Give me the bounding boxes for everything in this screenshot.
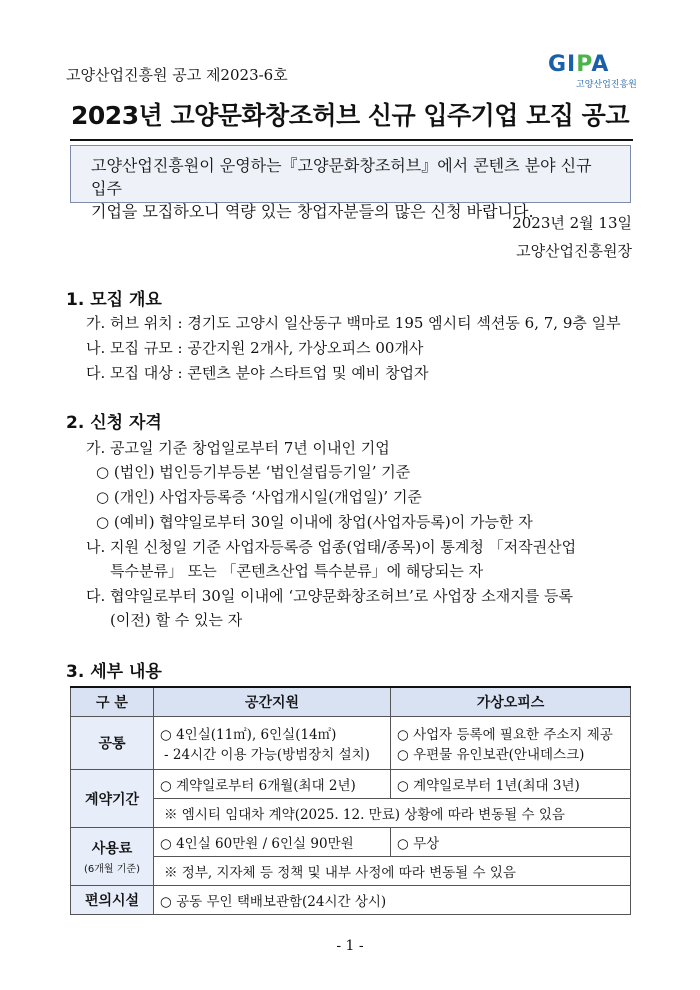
intro-box — [70, 145, 631, 221]
contract-virtual-cell: ○ 계약일로부터 1년(최대 3년) — [391, 770, 631, 799]
contract-note: ※ 엠시티 임대차 계약(2025. 12. 만료) 상황에 따라 변동될 수 있음 — [154, 799, 631, 828]
section-1-line: 나. 모집 규모 : 공간지원 2개사, 가상오피스 00개사 — [86, 339, 424, 357]
row-label-facility: 편의시설 — [71, 886, 154, 915]
section-2-line: ○ (개인) 사업자등록증 ‘사업개시일(개업일)’ 기준 — [96, 488, 422, 506]
table-row — [71, 828, 631, 857]
detail-table — [70, 686, 631, 915]
table-row — [71, 770, 631, 799]
section-2-title: 2. 신청 자격 — [66, 413, 162, 433]
cell-line: ○ 사업자 등록에 필요한 주소지 제공 — [397, 727, 613, 743]
table-header-category: 구 분 — [71, 687, 154, 717]
section-2-line: 나. 지원 신청일 기준 사업자등록증 업종(업태/종목)이 통계청 「저작권산업 — [86, 538, 577, 556]
table-row — [71, 857, 631, 886]
intro-line-1: 고양산업진흥원이 운영하는『고양문화창조허브』에서 콘텐츠 분야 신규 입주 — [91, 156, 592, 198]
section-2-line: (이전) 할 수 있는 자 — [110, 611, 243, 629]
facility-cell: ○ 공동 무인 택배보관함(24시간 상시) — [154, 886, 631, 915]
section-2-line: 특수분류」 또는 「콘텐츠산업 특수분류」에 해당되는 자 — [110, 562, 484, 580]
issuer: 고양산업진흥원장 — [516, 242, 632, 260]
section-2-line: ○ (예비) 협약일로부터 30일 이내에 창업(사업자등록)이 가능한 자 — [96, 513, 533, 531]
logo-subtitle: 고양산업진흥원 — [576, 80, 637, 90]
document-title: 2023년 고양문화창조허브 신규 입주기업 모집 공고 — [71, 101, 629, 130]
table-header-row — [71, 687, 631, 717]
cell-line: - 24시간 이용 가능(방범장치 설치) — [164, 747, 370, 763]
section-1-title: 1. 모집 개요 — [66, 290, 162, 310]
fee-label-sub: (6개월 기준) — [84, 864, 140, 875]
table-header-space: 공간지원 — [154, 687, 391, 717]
section-2-line: 가. 공고일 기준 창업일로부터 7년 이내인 기업 — [86, 439, 390, 457]
cell-line: ○ 우편물 유인보관(안내데스크) — [397, 747, 585, 763]
row-label-common: 공통 — [71, 717, 154, 770]
fee-space-cell: ○ 4인실 60만원 / 6인실 90만원 — [154, 828, 391, 857]
section-1-line: 다. 모집 대상 : 콘텐츠 분야 스타트업 및 예비 창업자 — [86, 364, 429, 382]
section-3-title: 3. 세부 내용 — [66, 662, 162, 682]
table-header-virtual: 가상오피스 — [391, 687, 631, 717]
section-1-line: 가. 허브 위치 : 경기도 고양시 일산동구 백마로 195 엠시티 섹션동 6, 7, 9층 일부 — [86, 314, 621, 332]
row-label-fee — [71, 828, 154, 886]
common-virtual-cell — [391, 717, 631, 770]
section-2-line: ○ (법인) 법인등기부등본 ‘법인설립등기일’ 기준 — [96, 463, 411, 481]
row-label-contract: 계약기간 — [71, 770, 154, 828]
page-number: - 1 - — [336, 938, 364, 954]
document-number: 고양산업진흥원 공고 제2023-6호 — [66, 66, 288, 84]
announcement-date: 2023년 2월 13일 — [512, 214, 632, 232]
table-row — [71, 886, 631, 915]
cell-line: ○ 4인실(11㎡), 6인실(14㎡) — [160, 727, 337, 743]
section-2-line: 다. 협약일로부터 30일 이내에 ‘고양문화창조허브’로 사업장 소재지를 등록 — [86, 587, 573, 605]
gipa-logo — [548, 52, 648, 90]
fee-virtual-cell: ○ 무상 — [391, 828, 631, 857]
title-divider — [70, 139, 633, 141]
table-row — [71, 717, 631, 770]
intro-line-2: 기업을 모집하오니 역량 있는 창업자분들의 많은 신청 바랍니다. — [91, 202, 534, 221]
fee-note: ※ 정부, 지자체 등 정책 및 내부 사정에 따라 변동될 수 있음 — [154, 857, 631, 886]
fee-label: 사용료 — [91, 841, 133, 857]
table-row — [71, 799, 631, 828]
contract-space-cell: ○ 계약일로부터 6개월(최대 2년) — [154, 770, 391, 799]
logo-mark: GIPA — [548, 52, 610, 77]
common-space-cell — [154, 717, 391, 770]
